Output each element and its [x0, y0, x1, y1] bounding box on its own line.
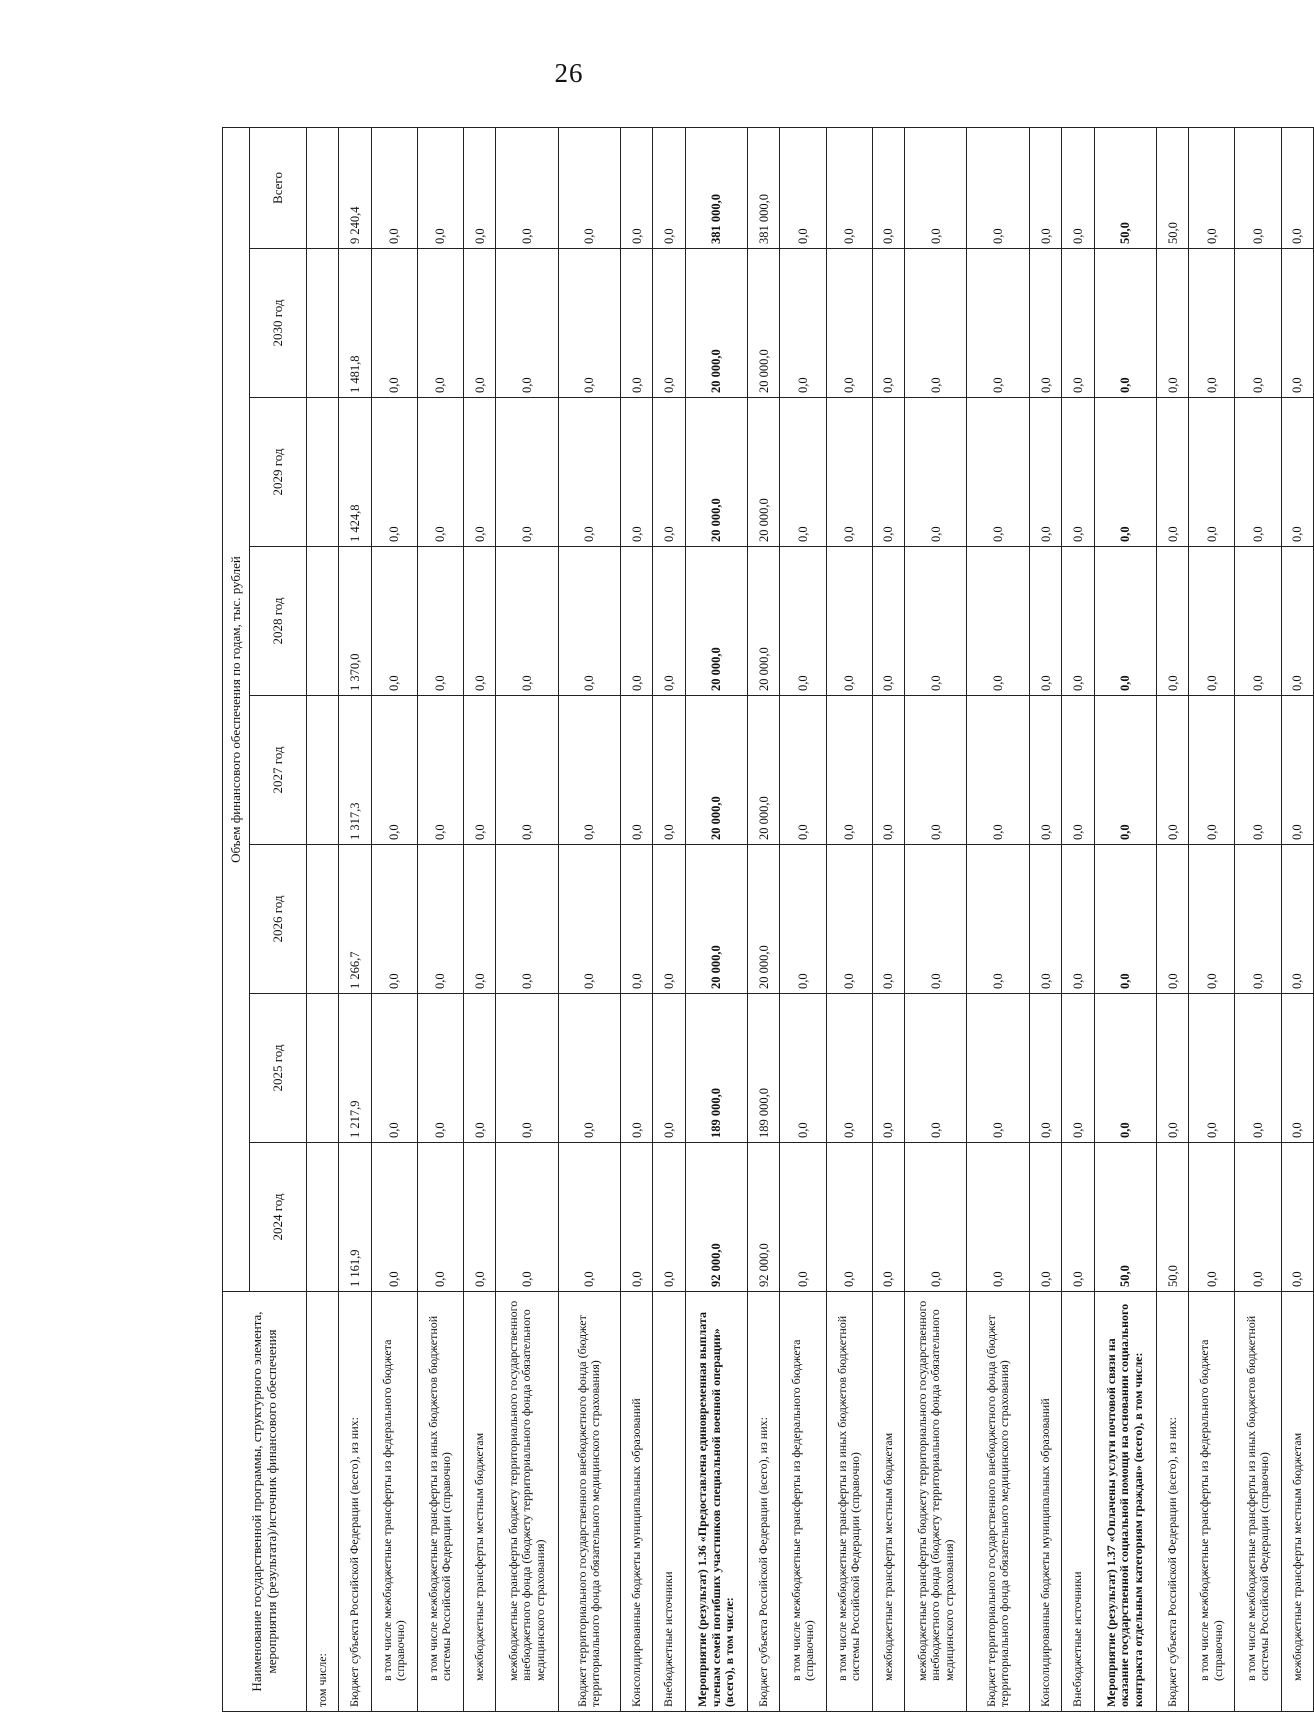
year-header: 2029 год: [250, 398, 307, 547]
total-cell: 0,0: [1235, 127, 1281, 248]
value-cell: 0,0: [1235, 249, 1281, 398]
value-cell: 0,0: [967, 696, 1029, 845]
row-label: в том числе межбюджетные трансферты из иных бюджетов бюджетной системы Российской Федерации (справочно): [1235, 1292, 1281, 1712]
row-label: Внебюджетные источники: [653, 1292, 685, 1712]
value-cell: 92 000,0: [748, 1143, 780, 1292]
value-cell: 0,0: [496, 994, 558, 1143]
value-cell: 0,0: [780, 696, 826, 845]
value-cell: 0,0: [1281, 696, 1313, 845]
total-cell: 0,0: [496, 127, 558, 248]
table-row: [1189, 127, 1235, 1711]
value-cell: 0,0: [1062, 249, 1094, 398]
value-cell: 0,0: [417, 696, 463, 845]
year-header: 2026 год: [250, 845, 307, 994]
value-cell: 0,0: [1062, 696, 1094, 845]
row-label: Бюджет субъекта Российской Федерации (всего), из них:: [339, 1292, 371, 1712]
table-rotator: [222, 128, 1314, 1712]
value-cell: [307, 249, 339, 398]
column-group-header: Объем финансового обеспечения по годам, тыс. рублей: [223, 127, 250, 1291]
value-cell: 1 217,9: [339, 994, 371, 1143]
table-row: [872, 127, 904, 1711]
value-cell: 0,0: [905, 547, 967, 696]
row-label: межбюджетные трансферты местным бюджетам: [464, 1292, 496, 1712]
total-cell: 381 000,0: [748, 127, 780, 248]
value-cell: 0,0: [371, 249, 417, 398]
value-cell: 20 000,0: [685, 547, 747, 696]
value-cell: 0,0: [826, 994, 872, 1143]
value-cell: 0,0: [371, 696, 417, 845]
rotated-table-area: [222, 128, 1314, 1712]
value-cell: 0,0: [905, 249, 967, 398]
row-label: межбюджетные трансферты бюджету территориального государственного внебюджетного фонда (бюджету территориального фонда обязательного медицинского страхования): [496, 1292, 558, 1712]
value-cell: 0,0: [371, 994, 417, 1143]
value-cell: [307, 398, 339, 547]
value-cell: 0,0: [1235, 398, 1281, 547]
row-label: Бюджет территориального государственного внебюджетного фонда (бюджет территориального фонда обязательного медицинского страхования): [558, 1292, 620, 1712]
row-label: в том числе межбюджетные трансферты из иных бюджетов бюджетной системы Российской Федерации (справочно): [826, 1292, 872, 1712]
row-label: Консолидированные бюджеты муниципальных образований: [1029, 1292, 1061, 1712]
value-cell: 0,0: [1156, 547, 1188, 696]
value-cell: 0,0: [905, 994, 967, 1143]
value-cell: 189 000,0: [685, 994, 747, 1143]
table-row: [748, 127, 780, 1711]
table-row: [558, 127, 620, 1711]
value-cell: 50,0: [1156, 1143, 1188, 1292]
total-cell: 0,0: [1281, 127, 1313, 248]
value-cell: 0,0: [780, 1143, 826, 1292]
value-cell: 0,0: [872, 1143, 904, 1292]
row-label: том числе:: [307, 1292, 339, 1712]
value-cell: 0,0: [464, 249, 496, 398]
value-cell: 0,0: [417, 398, 463, 547]
value-cell: 0,0: [417, 547, 463, 696]
value-cell: 0,0: [872, 547, 904, 696]
value-cell: 0,0: [1281, 249, 1313, 398]
value-cell: 0,0: [1235, 1143, 1281, 1292]
value-cell: 0,0: [496, 547, 558, 696]
row-label: в том числе межбюджетные трансферты из федерального бюджета (справочно): [1189, 1292, 1235, 1712]
value-cell: 0,0: [780, 994, 826, 1143]
value-cell: 0,0: [826, 398, 872, 547]
value-cell: [307, 845, 339, 994]
table-row: [464, 127, 496, 1711]
row-label: Бюджет субъекта Российской Федерации (всего), из них:: [748, 1292, 780, 1712]
year-header: 2030 год: [250, 249, 307, 398]
value-cell: 0,0: [621, 249, 653, 398]
value-cell: 0,0: [1156, 845, 1188, 994]
value-cell: 0,0: [872, 845, 904, 994]
value-cell: 1 481,8: [339, 249, 371, 398]
value-cell: 0,0: [653, 249, 685, 398]
value-cell: 20 000,0: [685, 696, 747, 845]
year-header: 2027 год: [250, 696, 307, 845]
table-row: [1062, 127, 1094, 1711]
total-cell: 0,0: [464, 127, 496, 248]
value-cell: 0,0: [826, 249, 872, 398]
value-cell: 0,0: [371, 547, 417, 696]
row-label: Консолидированные бюджеты муниципальных образований: [621, 1292, 653, 1712]
value-cell: 0,0: [621, 1143, 653, 1292]
value-cell: 20 000,0: [748, 249, 780, 398]
value-cell: 0,0: [1029, 696, 1061, 845]
value-cell: 0,0: [1281, 398, 1313, 547]
total-cell: 0,0: [558, 127, 620, 248]
value-cell: 0,0: [496, 696, 558, 845]
value-cell: 0,0: [780, 249, 826, 398]
value-cell: 0,0: [653, 994, 685, 1143]
value-cell: 0,0: [464, 1143, 496, 1292]
value-cell: 0,0: [967, 398, 1029, 547]
total-cell: [307, 127, 339, 248]
value-cell: 1 317,3: [339, 696, 371, 845]
row-label: Мероприятие (результат) 1.37 «Оплачены услуги почтовой связи на оказание государственной социальной помощи на основании социального контракта отдельным категориям граждан» (всего), в том числе:: [1094, 1292, 1156, 1712]
value-cell: 0,0: [1062, 845, 1094, 994]
row-label: межбюджетные трансферты бюджету территориального государственного внебюджетного фонда (бюджету территориального фонда обязательного медицинского страхования): [905, 1292, 967, 1712]
value-cell: 0,0: [905, 398, 967, 547]
value-cell: 0,0: [967, 1143, 1029, 1292]
value-cell: 0,0: [496, 249, 558, 398]
value-cell: 0,0: [826, 547, 872, 696]
value-cell: 1 370,0: [339, 547, 371, 696]
value-cell: 0,0: [464, 398, 496, 547]
value-cell: 20 000,0: [748, 696, 780, 845]
table-row: [339, 127, 371, 1711]
table-row: [780, 127, 826, 1711]
value-cell: 0,0: [417, 249, 463, 398]
value-cell: 0,0: [1029, 547, 1061, 696]
row-label: Бюджет территориального государственного внебюджетного фонда (бюджет территориального фонда обязательного медицинского страхования): [967, 1292, 1029, 1712]
value-cell: 0,0: [464, 696, 496, 845]
value-cell: 0,0: [905, 696, 967, 845]
page-number: 26: [554, 58, 584, 88]
value-cell: 0,0: [1029, 398, 1061, 547]
value-cell: 0,0: [1189, 547, 1235, 696]
table-header: [223, 127, 307, 1711]
value-cell: 0,0: [464, 547, 496, 696]
value-cell: 0,0: [826, 696, 872, 845]
value-cell: 0,0: [780, 398, 826, 547]
value-cell: 0,0: [1235, 845, 1281, 994]
table-row: [826, 127, 872, 1711]
value-cell: 0,0: [1189, 845, 1235, 994]
value-cell: 0,0: [464, 994, 496, 1143]
value-cell: 0,0: [464, 845, 496, 994]
value-cell: 0,0: [417, 994, 463, 1143]
value-cell: 20 000,0: [748, 845, 780, 994]
value-cell: 0,0: [1156, 696, 1188, 845]
row-label: межбюджетные трансферты местным бюджетам: [872, 1292, 904, 1712]
year-header: 2024 год: [250, 1143, 307, 1292]
row-label: в том числе межбюджетные трансферты из иных бюджетов бюджетной системы Российской Федерации (справочно): [417, 1292, 463, 1712]
financing-table: [222, 127, 1314, 1712]
table-row: [621, 127, 653, 1711]
value-cell: 0,0: [1156, 398, 1188, 547]
value-cell: 20 000,0: [685, 249, 747, 398]
value-cell: 0,0: [1094, 547, 1156, 696]
value-cell: 0,0: [872, 994, 904, 1143]
value-cell: 0,0: [905, 1143, 967, 1292]
value-cell: 0,0: [1156, 249, 1188, 398]
value-cell: 0,0: [1235, 994, 1281, 1143]
value-cell: 0,0: [1189, 398, 1235, 547]
row-label: в том числе межбюджетные трансферты из федерального бюджета (справочно): [780, 1292, 826, 1712]
value-cell: 0,0: [653, 1143, 685, 1292]
total-cell: 0,0: [780, 127, 826, 248]
table-row: [371, 127, 417, 1711]
value-cell: 0,0: [558, 845, 620, 994]
row-label: в том числе межбюджетные трансферты из федерального бюджета (справочно): [371, 1292, 417, 1712]
value-cell: 0,0: [826, 845, 872, 994]
value-cell: 0,0: [1189, 249, 1235, 398]
table-row: [967, 127, 1029, 1711]
value-cell: 0,0: [967, 249, 1029, 398]
total-cell: 381 000,0: [685, 127, 747, 248]
value-cell: 0,0: [558, 547, 620, 696]
row-label: Мероприятие (результат) 1.36 «Предоставлена единовременная выплата членам семей погибших участников специальной военной операции» (всего), в том числе:: [685, 1292, 747, 1712]
value-cell: 0,0: [558, 696, 620, 845]
value-cell: 0,0: [558, 994, 620, 1143]
value-cell: 0,0: [417, 1143, 463, 1292]
value-cell: 189 000,0: [748, 994, 780, 1143]
total-cell: 0,0: [1062, 127, 1094, 248]
value-cell: 0,0: [1094, 845, 1156, 994]
row-label: Бюджет субъекта Российской Федерации (всего), из них:: [1156, 1292, 1188, 1712]
year-header: 2028 год: [250, 547, 307, 696]
value-cell: [307, 1143, 339, 1292]
value-cell: 0,0: [1235, 696, 1281, 845]
total-cell: 0,0: [371, 127, 417, 248]
value-cell: 0,0: [496, 1143, 558, 1292]
value-cell: 0,0: [1189, 1143, 1235, 1292]
value-cell: 0,0: [621, 696, 653, 845]
value-cell: 0,0: [1029, 845, 1061, 994]
value-cell: 0,0: [967, 994, 1029, 1143]
value-cell: 20 000,0: [685, 398, 747, 547]
value-cell: 92 000,0: [685, 1143, 747, 1292]
total-cell: 50,0: [1094, 127, 1156, 248]
value-cell: 0,0: [1062, 1143, 1094, 1292]
value-cell: 0,0: [1094, 398, 1156, 547]
table-body: [307, 127, 1314, 1711]
value-cell: [307, 994, 339, 1143]
value-cell: 0,0: [1029, 249, 1061, 398]
value-cell: 0,0: [1281, 845, 1313, 994]
table-row: [1094, 127, 1156, 1711]
value-cell: 0,0: [1189, 696, 1235, 845]
value-cell: 0,0: [621, 398, 653, 547]
value-cell: 0,0: [780, 547, 826, 696]
value-cell: 0,0: [653, 696, 685, 845]
value-cell: [307, 547, 339, 696]
value-cell: 0,0: [558, 1143, 620, 1292]
value-cell: 0,0: [371, 398, 417, 547]
value-cell: 20 000,0: [685, 845, 747, 994]
table-row: [1281, 127, 1313, 1711]
value-cell: 0,0: [1094, 249, 1156, 398]
value-cell: 0,0: [780, 845, 826, 994]
value-cell: 0,0: [371, 1143, 417, 1292]
total-cell: 0,0: [417, 127, 463, 248]
row-label: Внебюджетные источники: [1062, 1292, 1094, 1712]
table-row: [653, 127, 685, 1711]
value-cell: 0,0: [1029, 1143, 1061, 1292]
total-header: Всего: [250, 127, 307, 248]
value-cell: 0,0: [496, 845, 558, 994]
total-cell: 0,0: [1189, 127, 1235, 248]
column-header-name: Наименование государственной программы, структурного элемента, мероприятия (результата)/источник финансового обеспечения: [223, 1292, 307, 1712]
value-cell: 0,0: [1094, 994, 1156, 1143]
total-cell: 0,0: [826, 127, 872, 248]
value-cell: 0,0: [371, 845, 417, 994]
value-cell: 0,0: [872, 249, 904, 398]
row-label: межбюджетные трансферты местным бюджетам: [1281, 1292, 1313, 1712]
value-cell: 50,0: [1094, 1143, 1156, 1292]
value-cell: 0,0: [653, 845, 685, 994]
value-cell: 0,0: [558, 398, 620, 547]
value-cell: 20 000,0: [748, 547, 780, 696]
value-cell: 0,0: [1062, 547, 1094, 696]
value-cell: 0,0: [826, 1143, 872, 1292]
table-row: [905, 127, 967, 1711]
value-cell: 0,0: [967, 547, 1029, 696]
table-row: [1029, 127, 1061, 1711]
value-cell: 0,0: [1062, 398, 1094, 547]
value-cell: 20 000,0: [748, 398, 780, 547]
value-cell: 0,0: [1189, 994, 1235, 1143]
total-cell: 0,0: [905, 127, 967, 248]
value-cell: 0,0: [653, 398, 685, 547]
value-cell: 0,0: [1029, 994, 1061, 1143]
total-cell: 0,0: [872, 127, 904, 248]
total-cell: 50,0: [1156, 127, 1188, 248]
table-row: [496, 127, 558, 1711]
table-row: [1235, 127, 1281, 1711]
value-cell: 0,0: [967, 845, 1029, 994]
value-cell: 0,0: [1062, 994, 1094, 1143]
value-cell: 0,0: [417, 845, 463, 994]
year-header: 2025 год: [250, 994, 307, 1143]
value-cell: 0,0: [905, 845, 967, 994]
table-row: [307, 127, 339, 1711]
table-row: [1156, 127, 1188, 1711]
value-cell: 0,0: [558, 249, 620, 398]
value-cell: 0,0: [621, 845, 653, 994]
value-cell: [307, 696, 339, 845]
value-cell: 0,0: [653, 547, 685, 696]
value-cell: 1 161,9: [339, 1143, 371, 1292]
value-cell: 0,0: [1281, 1143, 1313, 1292]
value-cell: 0,0: [496, 398, 558, 547]
value-cell: 1 424,8: [339, 398, 371, 547]
total-cell: 0,0: [621, 127, 653, 248]
table-row: [417, 127, 463, 1711]
value-cell: 1 266,7: [339, 845, 371, 994]
value-cell: 0,0: [872, 398, 904, 547]
value-cell: 0,0: [872, 696, 904, 845]
value-cell: 0,0: [1235, 547, 1281, 696]
value-cell: 0,0: [1281, 547, 1313, 696]
value-cell: 0,0: [621, 547, 653, 696]
table-row: [685, 127, 747, 1711]
total-cell: 0,0: [1029, 127, 1061, 248]
total-cell: 0,0: [967, 127, 1029, 248]
value-cell: 0,0: [1094, 696, 1156, 845]
total-cell: 0,0: [653, 127, 685, 248]
value-cell: 0,0: [621, 994, 653, 1143]
value-cell: 0,0: [1281, 994, 1313, 1143]
total-cell: 9 240,4: [339, 127, 371, 248]
value-cell: 0,0: [1156, 994, 1188, 1143]
